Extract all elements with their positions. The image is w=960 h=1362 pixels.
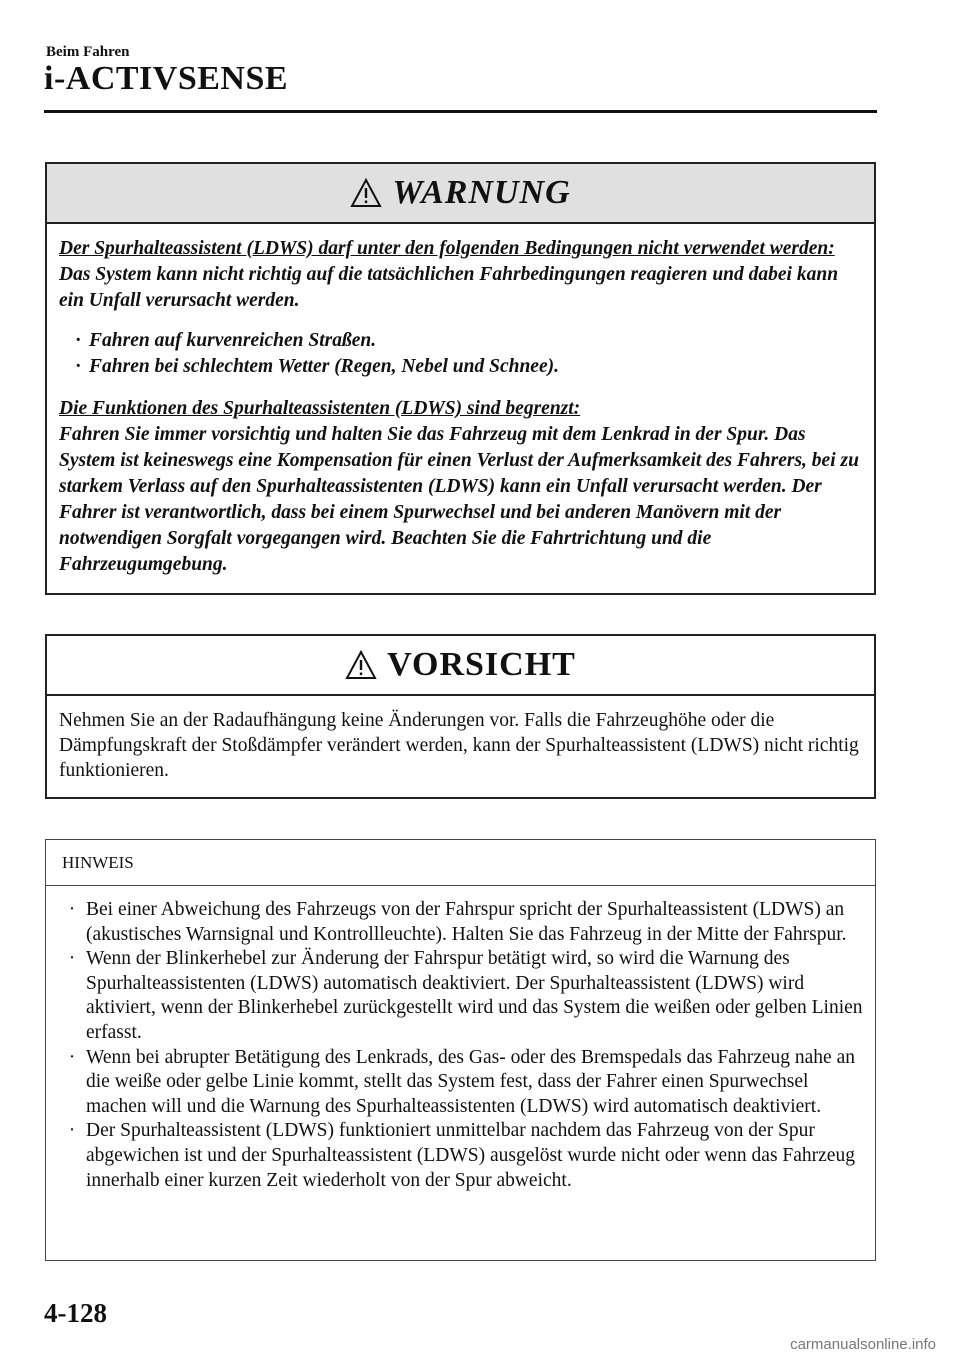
page-title: i-ACTIVSENSE [44, 60, 289, 97]
warning-box [45, 162, 876, 595]
caution-box [45, 634, 876, 799]
list-item: · Wenn der Blinkerhebel zur Änderung der Fahrspur betätigt wird, so wird die Warnung des Spurhalteassistenten (LDWS) automatisch deaktiviert. Der Spurhalteassistent (LDWS) wird aktiviert, wenn der Blinkerhebel zurückgestellt wird und das System die weißen oder gelben Linien erfasst. [68, 948, 863, 1043]
list-item: · Der Spurhalteassistent (LDWS) funktioniert unmittelbar nachdem das Fahrzeug von der Spur abgewichen ist und der Spurhalteassistent (LDWS) ausgelöst wurde nicht oder wenn das Fahrzeug innerhalb einer kurzen Zeit wiederholt von der Spur abweicht. [68, 1120, 855, 1191]
note-box [45, 839, 876, 1261]
list-item: · Bei einer Abweichung des Fahrzeugs von der Fahrspur spricht der Spurhalteassistent (LDWS) an (akustisches Warnsignal und Kontrollleuchte). Halten Sie das Fahrzeug in der Mitte der Fahrspur. [68, 899, 847, 945]
list-item: · Wenn bei abrupter Betätigung des Lenkrads, des Gas- oder des Bremspedals das Fahrzeug nahe an die weiße oder gelbe Linie kommt, stellt das System fest, dass der Fahrer einen Spurwechsel machen will und die Warnung des Spurhalteassistenten (LDWS) wird automatisch deaktiviert. [68, 1046, 855, 1117]
warning-title: WARNUNG [392, 174, 571, 211]
list-item: · Fahren bei schlechtem Wetter (Regen, Nebel und Schnee). [75, 356, 559, 377]
warning-body [47, 224, 874, 592]
caution-header [47, 636, 874, 696]
warning-triangle-icon [345, 650, 377, 680]
warning-text-2: Fahren Sie immer vorsichtig und halten Sie das Fahrzeug mit dem Lenkrad in der Spur. Das System ist keineswegs eine Kompensation für einen Verlust der Aufmerksamkeit des Fahrers, bei zu starkem Verlass auf den Spurhalteassistenten (LDWS) kann ein Unfall verursacht werden. Der Fahrer ist verantwortlich, dass bei einem Spurwechsel und bei anderen Manövern mit der notwendigen Sorgfalt vorgegangen wird. Beachten Sie die Fahrtrichtung und die Fahrzeugumgebung. [59, 424, 859, 575]
page-number: 4-128 [44, 1298, 107, 1328]
warning-heading-2: Die Funktionen des Spurhalteassistenten (LDWS) sind begrenzt: [59, 398, 581, 419]
caution-body [47, 696, 874, 795]
warning-header [47, 164, 874, 224]
caution-text: Nehmen Sie an der Radaufhängung keine Änderungen vor. Falls die Fahrzeughöhe oder die Dämpfungskraft der Stoßdämpfer verändert werden, kann der Spurhalteassistent (LDWS) nicht richtig funktionieren. [59, 710, 859, 781]
warning-bullet-list [75, 328, 862, 380]
header-divider [44, 110, 877, 113]
warning-triangle-icon [350, 178, 382, 208]
caution-title: VORSICHT [387, 646, 576, 683]
note-header [46, 840, 875, 886]
section-label: Beim Fahren [46, 44, 130, 60]
note-title: HINWEIS [62, 852, 134, 872]
note-list [46, 886, 875, 1193]
warning-text-1: Das System kann nicht richtig auf die tatsächlichen Fahrbedingungen reagieren und dabei kann ein Unfall verursacht werden. [59, 264, 839, 311]
warning-heading-1: Der Spurhalteassistent (LDWS) darf unter den folgenden Bedingungen nicht verwendet werden: [59, 238, 835, 259]
list-item: · Fahren auf kurvenreichen Straßen. [75, 330, 377, 351]
watermark: carmanualsonline.info [790, 1336, 936, 1353]
